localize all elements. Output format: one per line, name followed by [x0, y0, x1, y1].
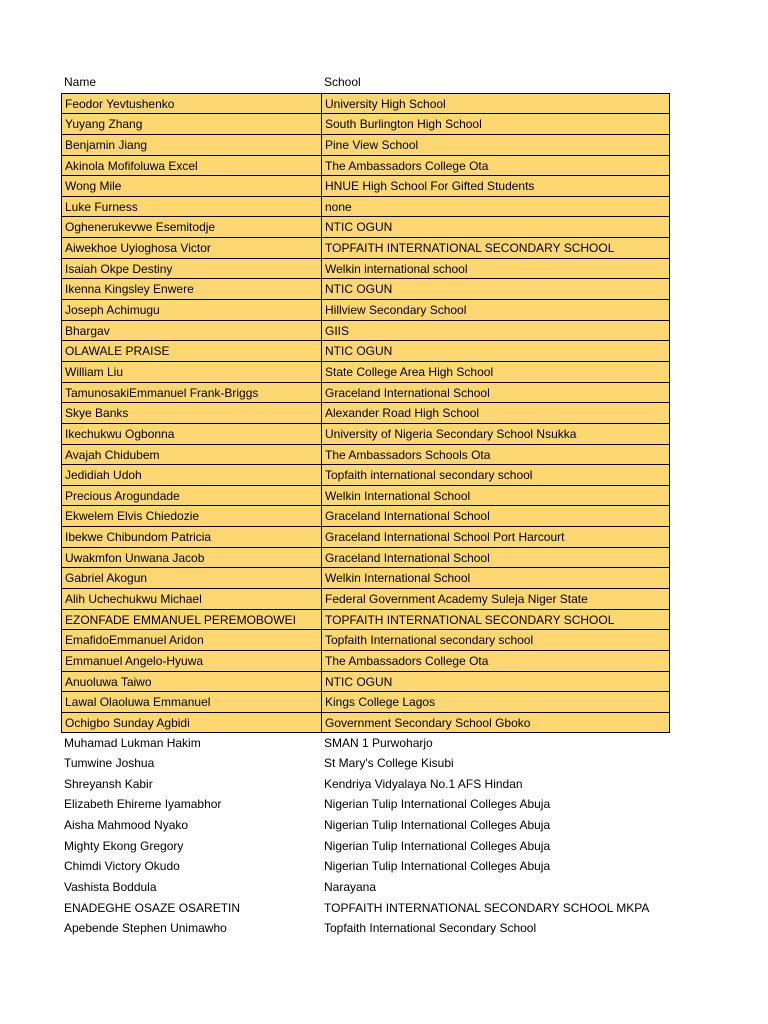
table-row	[61, 671, 670, 692]
school-cell: Nigerian Tulip International Colleges Abuja	[324, 859, 551, 874]
school-cell: NTIC OGUN	[321, 278, 670, 299]
table-row	[61, 278, 670, 299]
name-cell: Bhargav	[61, 320, 321, 341]
table-row	[61, 237, 670, 258]
name-cell: OLAWALE PRAISE	[61, 340, 321, 361]
school-cell: NTIC OGUN	[321, 671, 670, 692]
table-row	[61, 382, 670, 403]
school-cell: South Burlington High School	[321, 113, 670, 134]
school-cell: Nigerian Tulip International Colleges Abuja	[324, 797, 551, 812]
school-cell: Hillview Secondary School	[321, 299, 670, 320]
school-cell: Government Secondary School Gboko	[321, 712, 670, 733]
name-cell: William Liu	[61, 361, 321, 382]
table-row	[61, 485, 670, 506]
table-row	[61, 361, 670, 382]
name-cell: Wong Mile	[61, 175, 321, 196]
school-cell: Nigerian Tulip International Colleges Abuja	[324, 818, 551, 833]
name-cell: Mighty Ekong Gregory	[64, 838, 184, 853]
name-cell: Luke Furness	[61, 196, 321, 217]
table-row	[61, 712, 670, 733]
school-cell: GIIS	[321, 320, 670, 341]
name-cell: ENADEGHE OSAZE OSARETIN	[64, 900, 241, 915]
school-cell: Topfaith International Secondary School	[324, 921, 537, 936]
school-cell: State College Area High School	[321, 361, 670, 382]
table-row	[61, 464, 670, 485]
school-cell: Kendriya Vidyalaya No.1 AFS Hindan	[324, 776, 523, 791]
name-cell: Feodor Yevtushenko	[61, 93, 321, 114]
name-cell: Uwakmfon Unwana Jacob	[61, 547, 321, 568]
header-row	[61, 72, 670, 93]
name-cell: TamunosakiEmmanuel Frank-Briggs	[61, 382, 321, 403]
school-cell: Kings College Lagos	[321, 691, 670, 712]
name-cell: Avajah Chidubem	[61, 444, 321, 465]
table-row	[61, 340, 670, 361]
school-cell: The Ambassadors College Ota	[321, 155, 670, 176]
table-row	[61, 877, 670, 898]
name-cell: Akinola Mofifoluwa Excel	[61, 155, 321, 176]
name-cell: Isaiah Okpe Destiny	[61, 258, 321, 279]
school-cell: University High School	[321, 93, 670, 114]
school-cell: none	[321, 196, 670, 217]
name-cell: Aisha Mahmood Nyako	[64, 818, 189, 833]
table-row	[61, 815, 670, 836]
table-row	[61, 113, 670, 134]
school-cell: HNUE High School For Gifted Students	[321, 175, 670, 196]
table-row	[61, 402, 670, 423]
school-cell: Pine View School	[321, 134, 670, 155]
school-cell: Alexander Road High School	[321, 402, 670, 423]
school-cell: Graceland International School	[321, 547, 670, 568]
name-cell: Emmanuel Angelo-Hyuwa	[61, 650, 321, 671]
table-row	[61, 733, 670, 754]
table-row	[61, 836, 670, 857]
school-cell: NTIC OGUN	[321, 340, 670, 361]
school-cell: Welkin International School	[321, 567, 670, 588]
table-row	[61, 505, 670, 526]
name-cell: Tumwine Joshua	[64, 756, 155, 771]
school-cell: Graceland International School Port Harcourt	[321, 526, 670, 547]
school-cell: NTIC OGUN	[321, 216, 670, 237]
school-cell: Narayana	[324, 879, 377, 894]
column-header-school: School	[324, 75, 361, 89]
school-cell: TOPFAITH INTERNATIONAL SECONDARY SCHOOL	[321, 609, 670, 630]
school-cell: Welkin International School	[321, 485, 670, 506]
name-cell: Ochigbo Sunday Agbidi	[61, 712, 321, 733]
school-cell: TOPFAITH INTERNATIONAL SECONDARY SCHOOL MKPA	[324, 900, 650, 915]
table-row	[61, 526, 670, 547]
table-row	[61, 691, 670, 712]
name-cell: Ikechukwu Ogbonna	[61, 423, 321, 444]
name-cell: Yuyang Zhang	[61, 113, 321, 134]
table-row	[61, 196, 670, 217]
name-cell: Elizabeth Ehireme Iyamabhor	[64, 797, 222, 812]
school-cell: University of Nigeria Secondary School Nsukka	[321, 423, 670, 444]
name-cell: Lawal Olaoluwa Emmanuel	[61, 691, 321, 712]
table-row	[61, 93, 670, 114]
school-cell: The Ambassadors Schools Ota	[321, 444, 670, 465]
table-row	[61, 898, 670, 919]
name-cell: Ibekwe Chibundom Patricia	[61, 526, 321, 547]
table-body	[61, 93, 670, 939]
table-row	[61, 299, 670, 320]
table-row	[61, 423, 670, 444]
name-cell: Alih Uchechukwu Michael	[61, 588, 321, 609]
table-row	[61, 155, 670, 176]
name-cell: Precious Arogundade	[61, 485, 321, 506]
column-header-name: Name	[64, 75, 97, 89]
name-cell: Ekwelem Elvis Chiedozie	[61, 505, 321, 526]
name-cell: Oghenerukevwe Esemitodje	[61, 216, 321, 237]
school-cell: Graceland International School	[321, 382, 670, 403]
spreadsheet-table	[61, 72, 670, 939]
table-row	[61, 753, 670, 774]
table-row	[61, 650, 670, 671]
name-cell: Muhamad Lukman Hakim	[64, 735, 201, 750]
name-cell: EZONFADE EMMANUEL PEREMOBOWEI	[61, 609, 321, 630]
table-row	[61, 134, 670, 155]
name-cell: Gabriel Akogun	[61, 567, 321, 588]
school-cell: St Mary's College Kisubi	[324, 756, 454, 771]
table-row	[61, 794, 670, 815]
name-cell: Ikenna Kingsley Enwere	[61, 278, 321, 299]
name-cell: Aiwekhoe Uyioghosa Victor	[61, 237, 321, 258]
table-row	[61, 918, 670, 939]
school-cell: SMAN 1 Purwoharjo	[324, 735, 433, 750]
table-row	[61, 444, 670, 465]
name-cell: EmafidoEmmanuel Aridon	[61, 629, 321, 650]
name-cell: Vashista Boddula	[64, 879, 157, 894]
name-cell: Apebende Stephen Unimawho	[64, 921, 227, 936]
name-cell: Joseph Achimugu	[61, 299, 321, 320]
table-row	[61, 547, 670, 568]
name-cell: Anuoluwa Taiwo	[61, 671, 321, 692]
school-cell: TOPFAITH INTERNATIONAL SECONDARY SCHOOL	[321, 237, 670, 258]
name-cell: Shreyansh Kabir	[64, 776, 153, 791]
name-cell: Benjamin Jiang	[61, 134, 321, 155]
table-row	[61, 258, 670, 279]
name-cell: Skye Banks	[61, 402, 321, 423]
name-cell: Jedidiah Udoh	[61, 464, 321, 485]
school-cell: Graceland International School	[321, 505, 670, 526]
school-cell: Topfaith International secondary school	[321, 629, 670, 650]
table-row	[61, 216, 670, 237]
name-cell: Chimdi Victory Okudo	[64, 859, 180, 874]
table-row	[61, 567, 670, 588]
school-cell: Topfaith international secondary school	[321, 464, 670, 485]
school-cell: Nigerian Tulip International Colleges Abuja	[324, 838, 551, 853]
table-row	[61, 609, 670, 630]
table-row	[61, 774, 670, 795]
school-cell: The Ambassadors College Ota	[321, 650, 670, 671]
table-row	[61, 588, 670, 609]
school-cell: Federal Government Academy Suleja Niger State	[321, 588, 670, 609]
school-cell: Welkin international school	[321, 258, 670, 279]
table-row	[61, 629, 670, 650]
table-row	[61, 175, 670, 196]
table-row	[61, 320, 670, 341]
table-row	[61, 856, 670, 877]
